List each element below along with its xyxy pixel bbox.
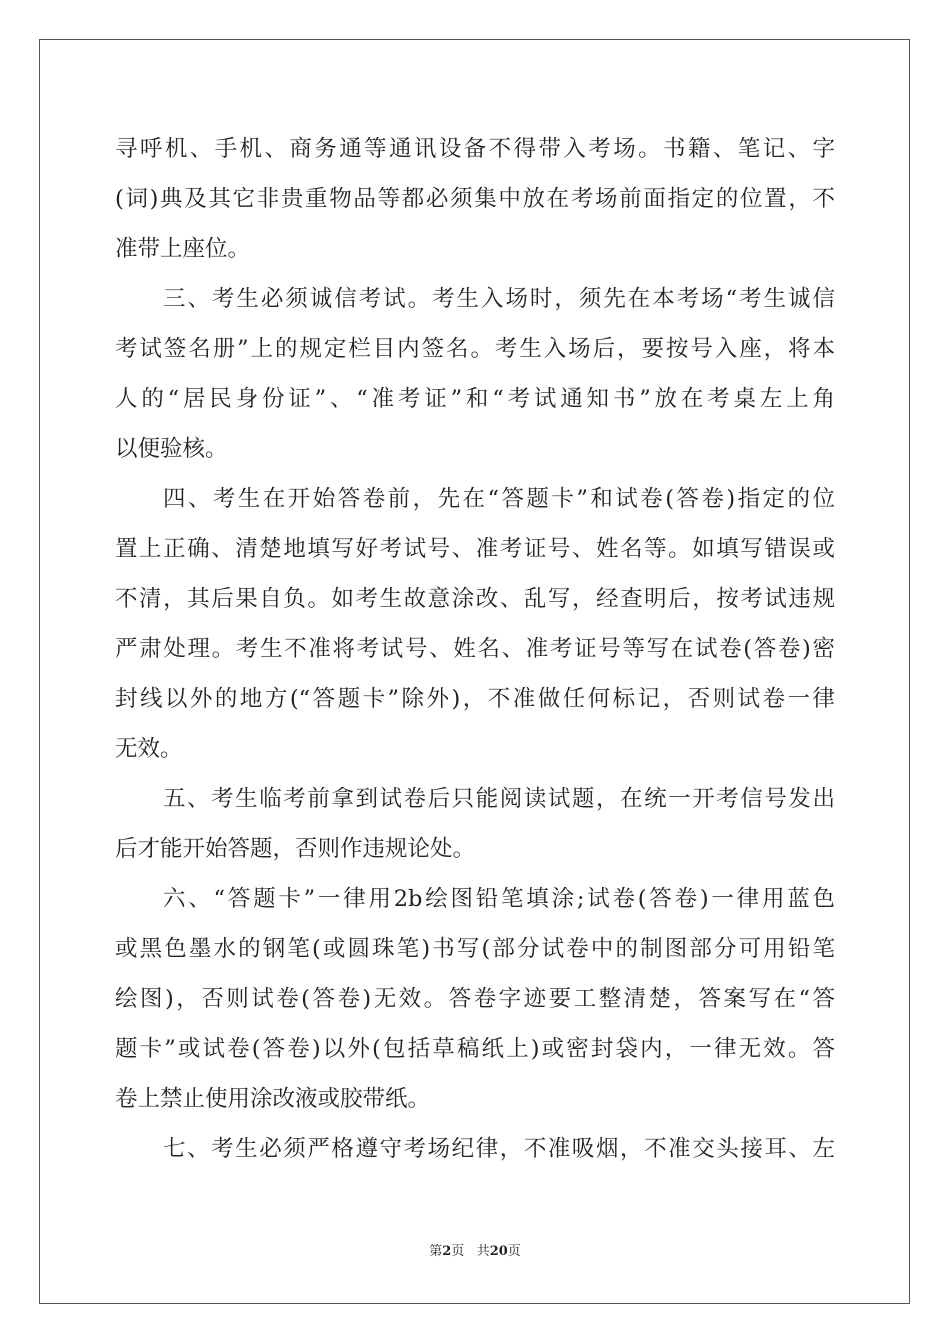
text-line: 题卡”或试卷(答卷)以外(包括草稿纸上)或密封袋内，一律无效。答	[115, 1036, 835, 1062]
total-suffix: 页	[507, 1244, 521, 1259]
page-suffix: 页	[451, 1244, 465, 1259]
paragraph-5-start: 五、考生临考前拿到试卷后只能阅读试题，在统一开考信号发出	[163, 786, 835, 812]
text-line: 置上正确、清楚地填写好考试号、准考证号、姓名等。如填写错误或	[115, 536, 835, 562]
paragraph-6-start: 六、“答题卡”一律用2b绘图铅笔填涂;试卷(答卷)一律用蓝色	[163, 886, 835, 912]
text-line: 人的“居民身份证”、“准考证”和“考试通知书”放在考桌左上角	[115, 386, 835, 412]
text-line: 考试签名册”上的规定栏目内签名。考生入场后，要按号入座，将本	[115, 336, 835, 362]
page-number: 2	[442, 1244, 452, 1259]
page-border	[39, 39, 910, 1304]
text-line: 封线以外的地方(“答题卡”除外)，不准做任何标记，否则试卷一律	[115, 686, 835, 712]
page-prefix: 第	[429, 1244, 443, 1259]
text-line: 绘图)，否则试卷(答卷)无效。答卷字迹要工整清楚，答案写在“答	[115, 986, 835, 1012]
text-line: 后才能开始答题，否则作违规论处。	[115, 836, 476, 862]
text-line: 准带上座位。	[115, 236, 251, 262]
text-line: 不清，其后果自负。如考生故意涂改、乱写，经查明后，按考试违规	[115, 586, 835, 612]
paragraph-4-start: 四、考生在开始答卷前，先在“答题卡”和试卷(答卷)指定的位	[163, 486, 835, 512]
text-line: (词)典及其它非贵重物品等都必须集中放在考场前面指定的位置，不	[115, 186, 835, 212]
text-line: 卷上禁止使用涂改液或胶带纸。	[115, 1086, 431, 1112]
total-prefix: 共	[476, 1244, 490, 1259]
text-line: 严肃处理。考生不准将考试号、姓名、准考证号等写在试卷(答卷)密	[115, 636, 835, 662]
total-pages: 20	[489, 1244, 508, 1259]
text-line: 以便验核。	[115, 436, 228, 462]
paragraph-3-start: 三、考生必须诚信考试。考生入场时，须先在本考场“考生诚信	[163, 286, 835, 312]
page-footer	[0, 1244, 950, 1260]
text-line: 或黑色墨水的钢笔(或圆珠笔)书写(部分试卷中的制图部分可用铅笔	[115, 936, 835, 962]
text-line: 寻呼机、手机、商务通等通讯设备不得带入考场。书籍、笔记、字	[115, 136, 835, 162]
paragraph-7-start: 七、考生必须严格遵守考场纪律，不准吸烟，不准交头接耳、左	[163, 1136, 835, 1162]
text-line: 无效。	[115, 736, 183, 762]
